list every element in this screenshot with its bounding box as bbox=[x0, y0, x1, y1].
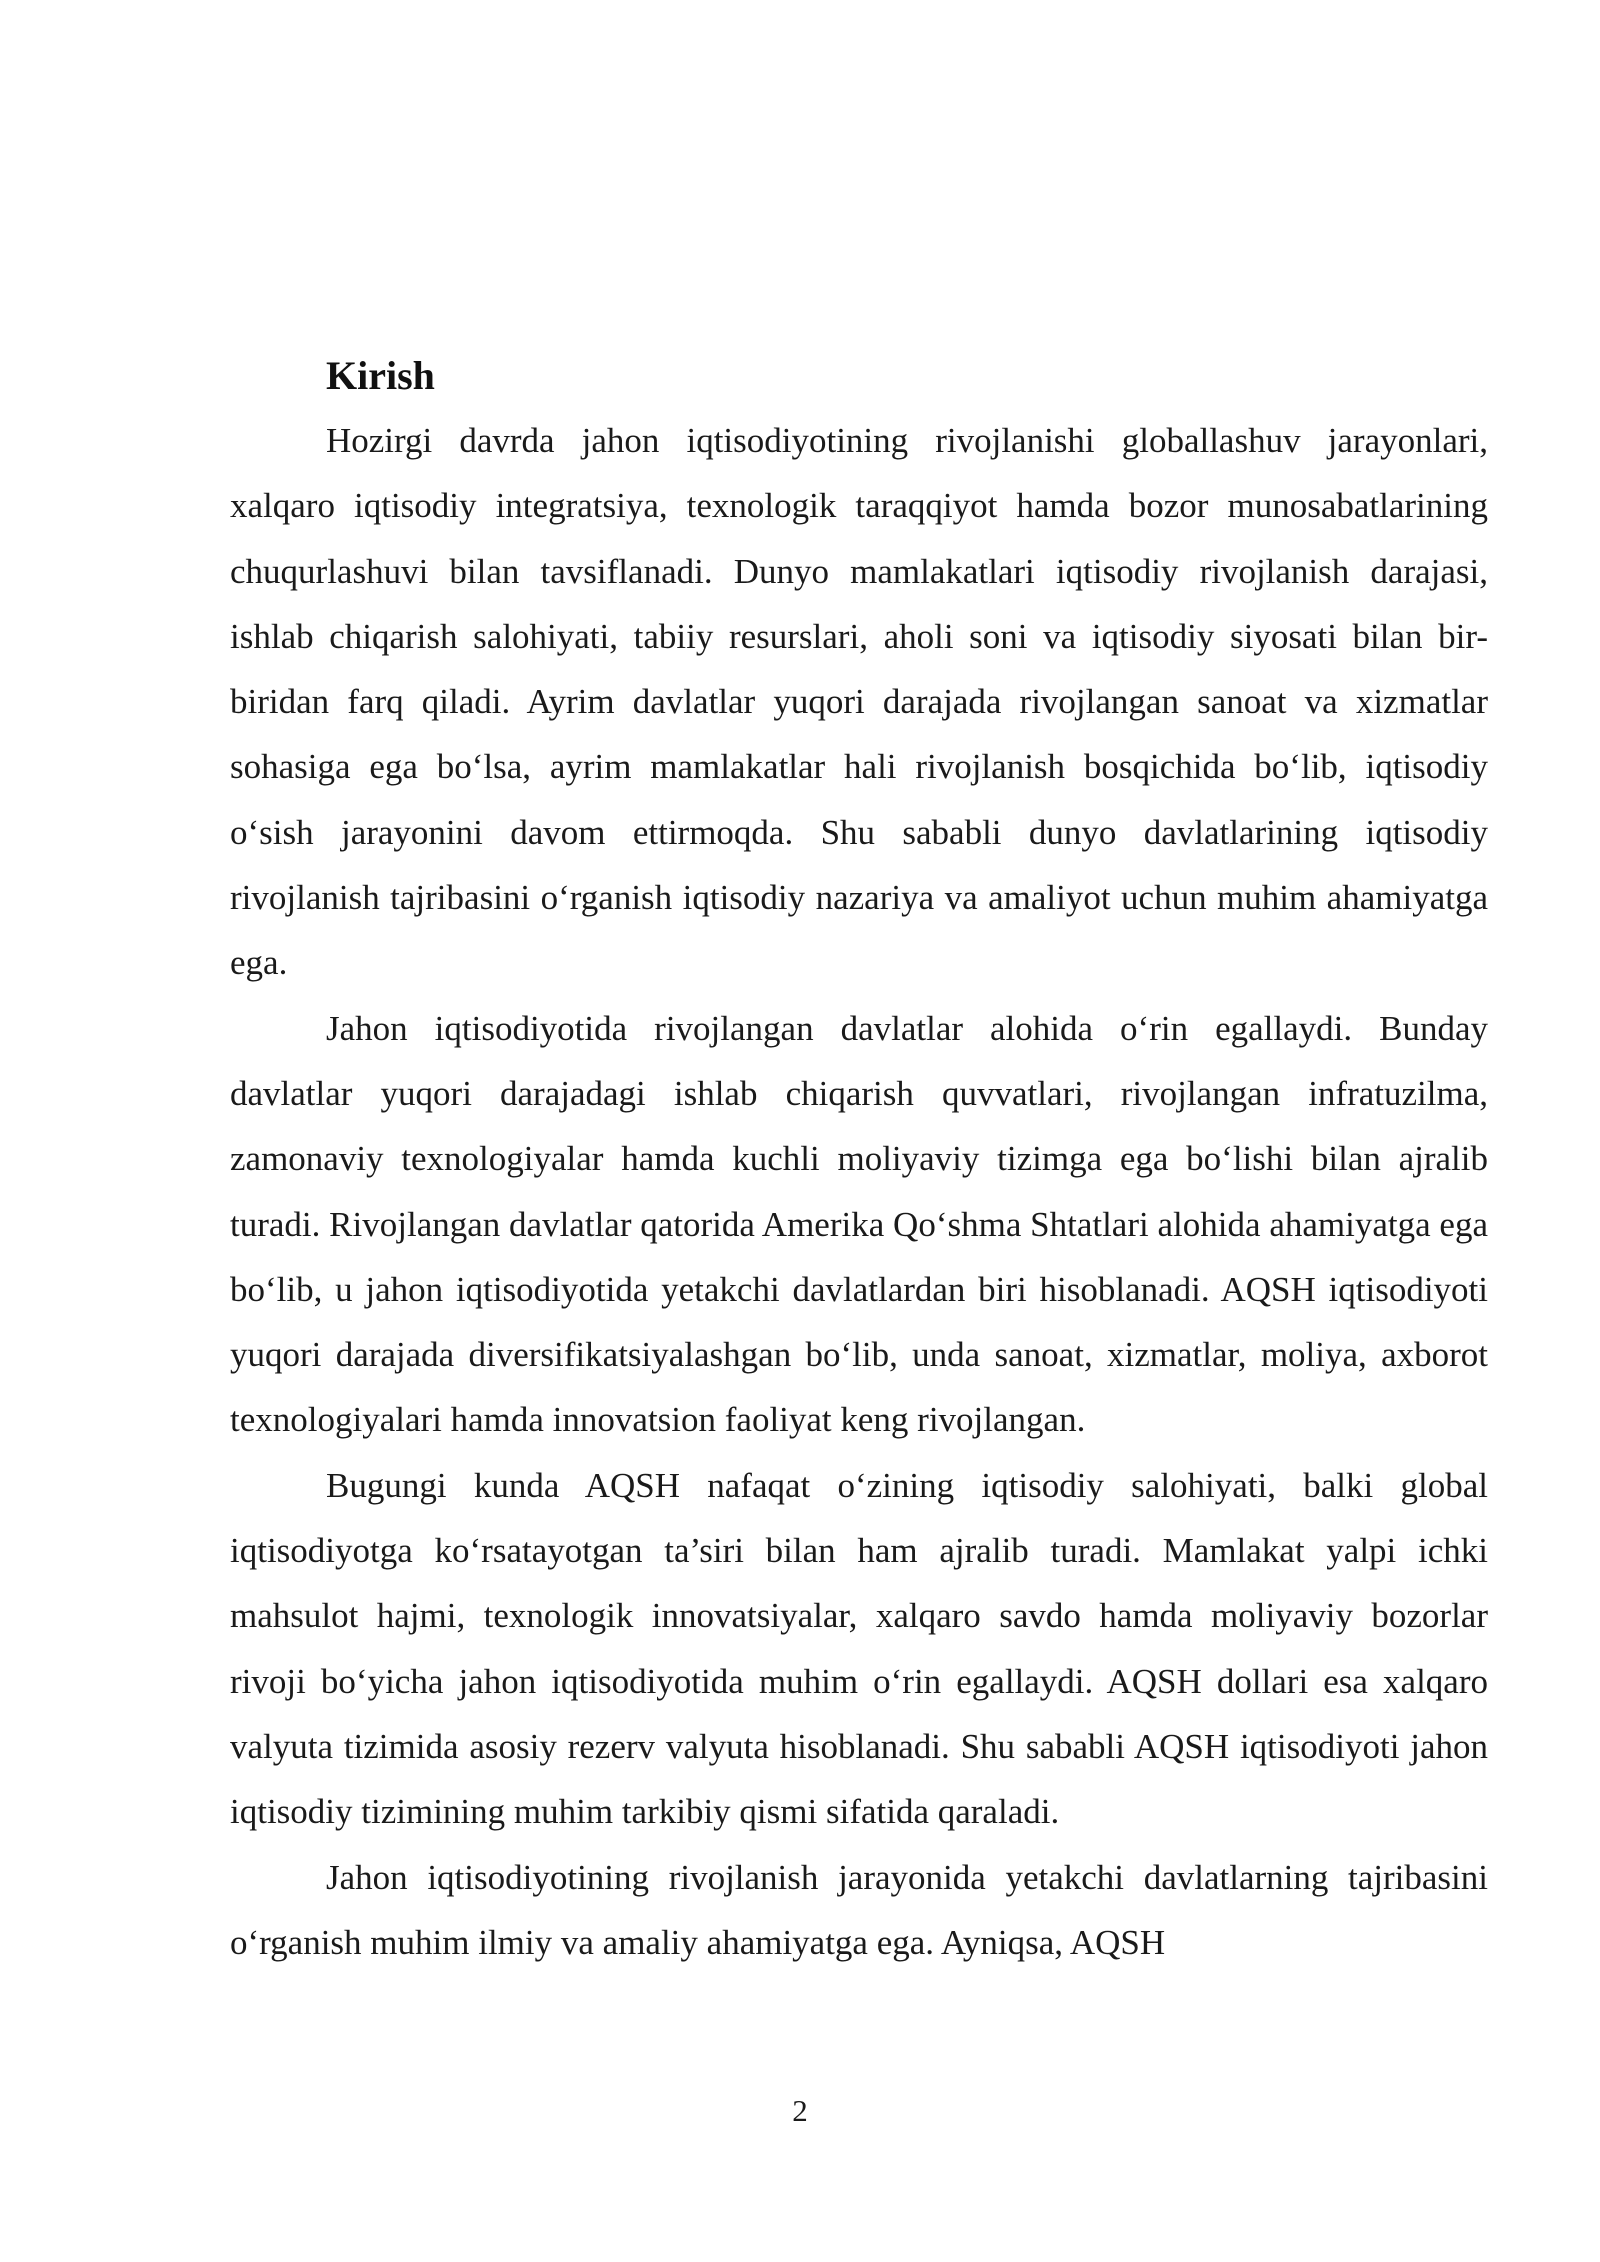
paragraph: Bugungi kunda AQSH nafaqat o‘zining iqtisodiy salohiyati, balki global iqtisodiyotga ko‘rsatayotgan ta’siri bilan ham ajralib turadi. Mamlakat yalpi ichki mahsulot hajmi, texnologik innovatsiyalar, xalqaro savdo hamda moliyaviy bozorlar rivoji bo‘yicha jahon iqtisodiyotida muhim o‘rin egallaydi. AQSH dollari esa xalqaro valyuta tizimida asosiy rezerv valyuta hisoblanadi. Shu sababli AQSH iqtisodiyoti jahon iqtisodiy tizimining muhim tarkibiy qismi sifatida qaraladi. bbox=[230, 1465, 1488, 1832]
section-heading: Kirish bbox=[326, 353, 435, 398]
page-number: 2 bbox=[792, 2093, 808, 2128]
paragraph: Hozirgi davrda jahon iqtisodiyotining rivojlanishi globallashuv jarayonlari, xalqaro iqtisodiy integratsiya, texnologik taraqqiyot hamda bozor munosabatlarining chuqurlashuvi bilan tavsiflanadi. Dunyo mamlakatlari iqtisodiy rivojlanish darajasi, ishlab chiqarish salohiyati, tabiiy resurslari, aholi soni va iqtisodiy siyosati bilan bir-biridan farq qiladi. Ayrim davlatlar yuqori darajada rivojlangan sanoat va xizmatlar sohasiga ega bo‘lsa, ayrim mamlakatlar hali rivojlanish bosqichida bo‘lib, iqtisodiy o‘sish jarayonini davom ettirmoqda. Shu sababli dunyo davlatlarining iqtisodiy rivojlanish tajribasini o‘rganish iqtisodiy nazariya va amaliyot uchun muhim ahamiyatga ega. bbox=[230, 421, 1488, 983]
paragraph: Jahon iqtisodiyotining rivojlanish jarayonida yetakchi davlatlarning tajribasini o‘rganish muhim ilmiy va amaliy ahamiyatga ega. Ayniqsa, AQSH bbox=[230, 1857, 1488, 1962]
document-body bbox=[230, 343, 1488, 1975]
paragraph: Jahon iqtisodiyotida rivojlangan davlatlar alohida o‘rin egallaydi. Bunday davlatlar yuqori darajadagi ishlab chiqarish quvvatlari, rivojlangan infratuzilma, zamonaviy texnologiyalar hamda kuchli moliyaviy tizimga ega bo‘lishi bilan ajralib turadi. Rivojlangan davlatlar qatorida Amerika Qo‘shma Shtatlari alohida ahamiyatga ega bo‘lib, u jahon iqtisodiyotida yetakchi davlatlardan biri hisoblanadi. AQSH iqtisodiyoti yuqori darajada diversifikatsiyalashgan bo‘lib, unda sanoat, xizmatlar, moliya, axborot texnologiyalari hamda innovatsion faoliyat keng rivojlangan. bbox=[230, 1008, 1488, 1440]
